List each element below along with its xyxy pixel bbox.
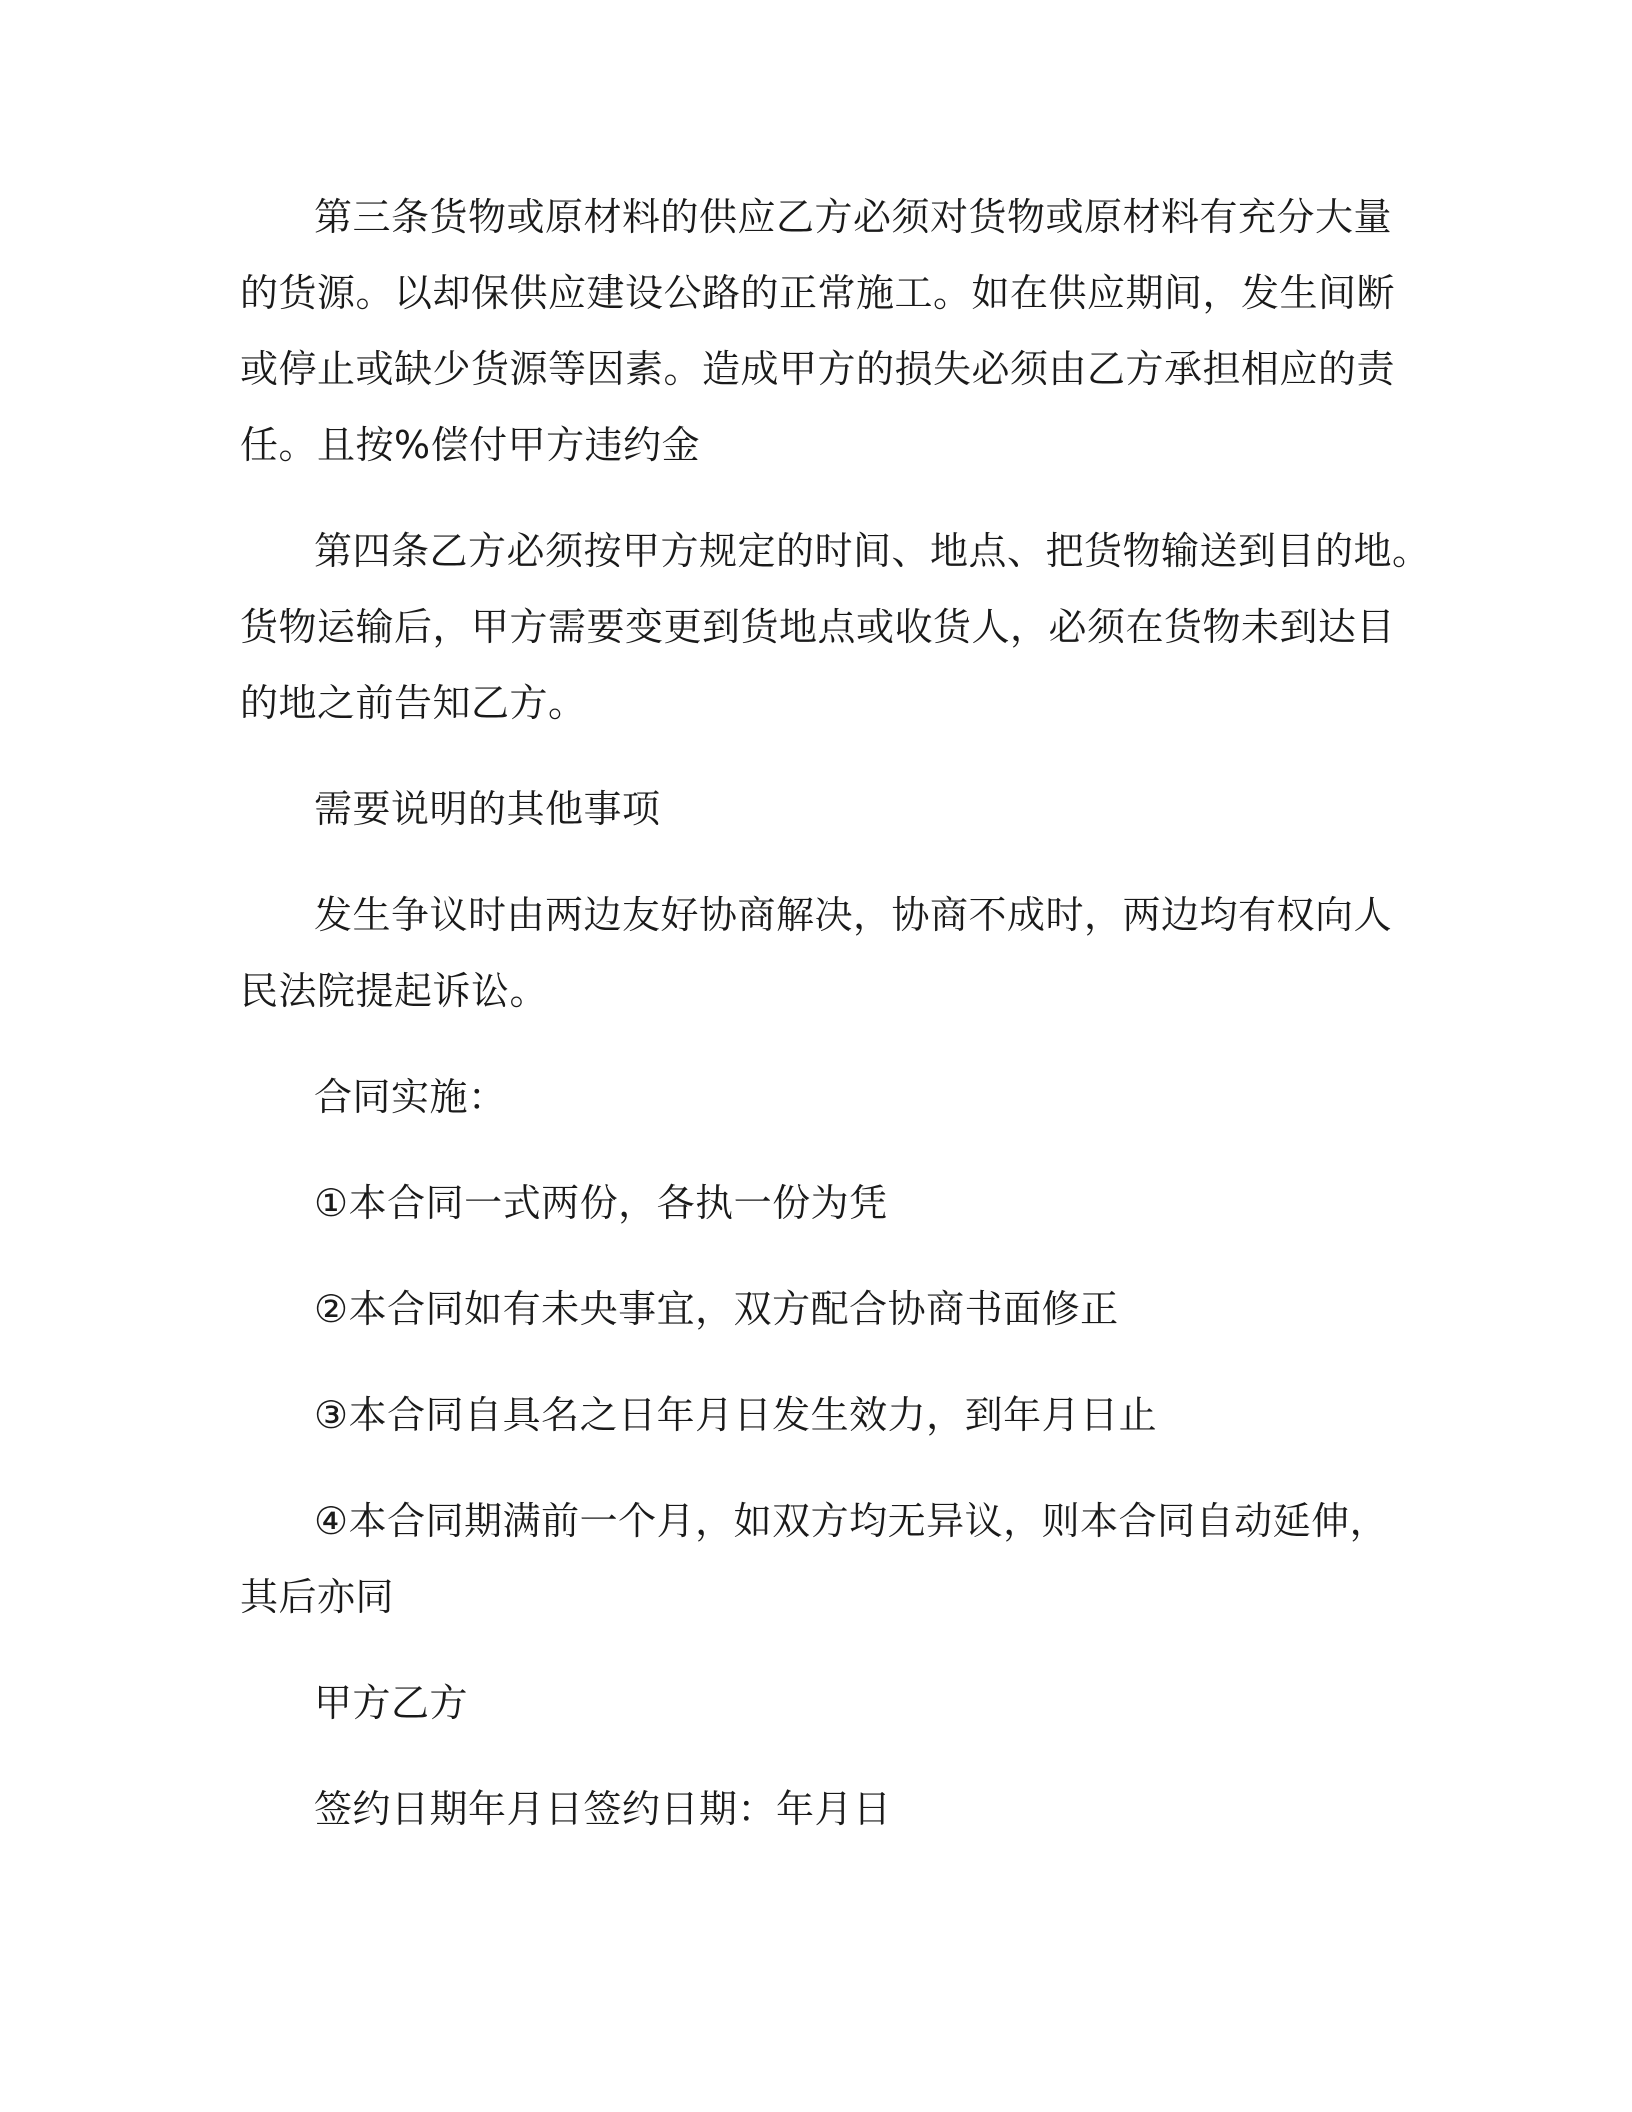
clause-item-1: ①本合同一式两份，各执一份为凭 bbox=[314, 1181, 888, 1225]
clause-item-4-line-1: ④本合同期满前一个月，如双方均无异议，则本合同自动延伸， bbox=[314, 1499, 1389, 1543]
article-4-line-3: 的地之前告知乙方。 bbox=[240, 681, 587, 725]
parties-line: 甲方乙方 bbox=[314, 1681, 469, 1725]
dispute-line-2: 民法院提起诉讼。 bbox=[240, 969, 549, 1013]
dispute-line-1: 发生争议时由两边友好协商解决，协商不成时，两边均有权向人 bbox=[314, 893, 1393, 937]
signing-date-line: 签约日期年月日签约日期：年月日 bbox=[314, 1787, 892, 1831]
article-3-line-2: 的货源。以却保供应建设公路的正常施工。如在供应期间，发生间断 bbox=[240, 271, 1396, 315]
other-matters-heading: 需要说明的其他事项 bbox=[314, 787, 661, 831]
clause-item-2: ②本合同如有未央事宜，双方配合协商书面修正 bbox=[314, 1287, 1119, 1331]
article-4-line-1: 第四条乙方必须按甲方规定的时间、地点、把货物输送到目的地。 bbox=[314, 529, 1431, 573]
article-3-line-1: 第三条货物或原材料的供应乙方必须对货物或原材料有充分大量 bbox=[314, 195, 1393, 239]
clause-item-3: ③本合同自具名之日年月日发生效力，到年月日止 bbox=[314, 1393, 1158, 1437]
clause-item-4-line-2: 其后亦同 bbox=[240, 1575, 395, 1619]
implementation-heading: 合同实施： bbox=[314, 1075, 507, 1119]
article-3-line-3: 或停止或缺少货源等因素。造成甲方的损失必须由乙方承担相应的责 bbox=[240, 347, 1396, 391]
article-4-line-2: 货物运输后，甲方需要变更到货地点或收货人，必须在货物未到达目 bbox=[240, 605, 1396, 649]
article-3-line-4: 任。且按%偿付甲方违约金 bbox=[240, 423, 701, 467]
